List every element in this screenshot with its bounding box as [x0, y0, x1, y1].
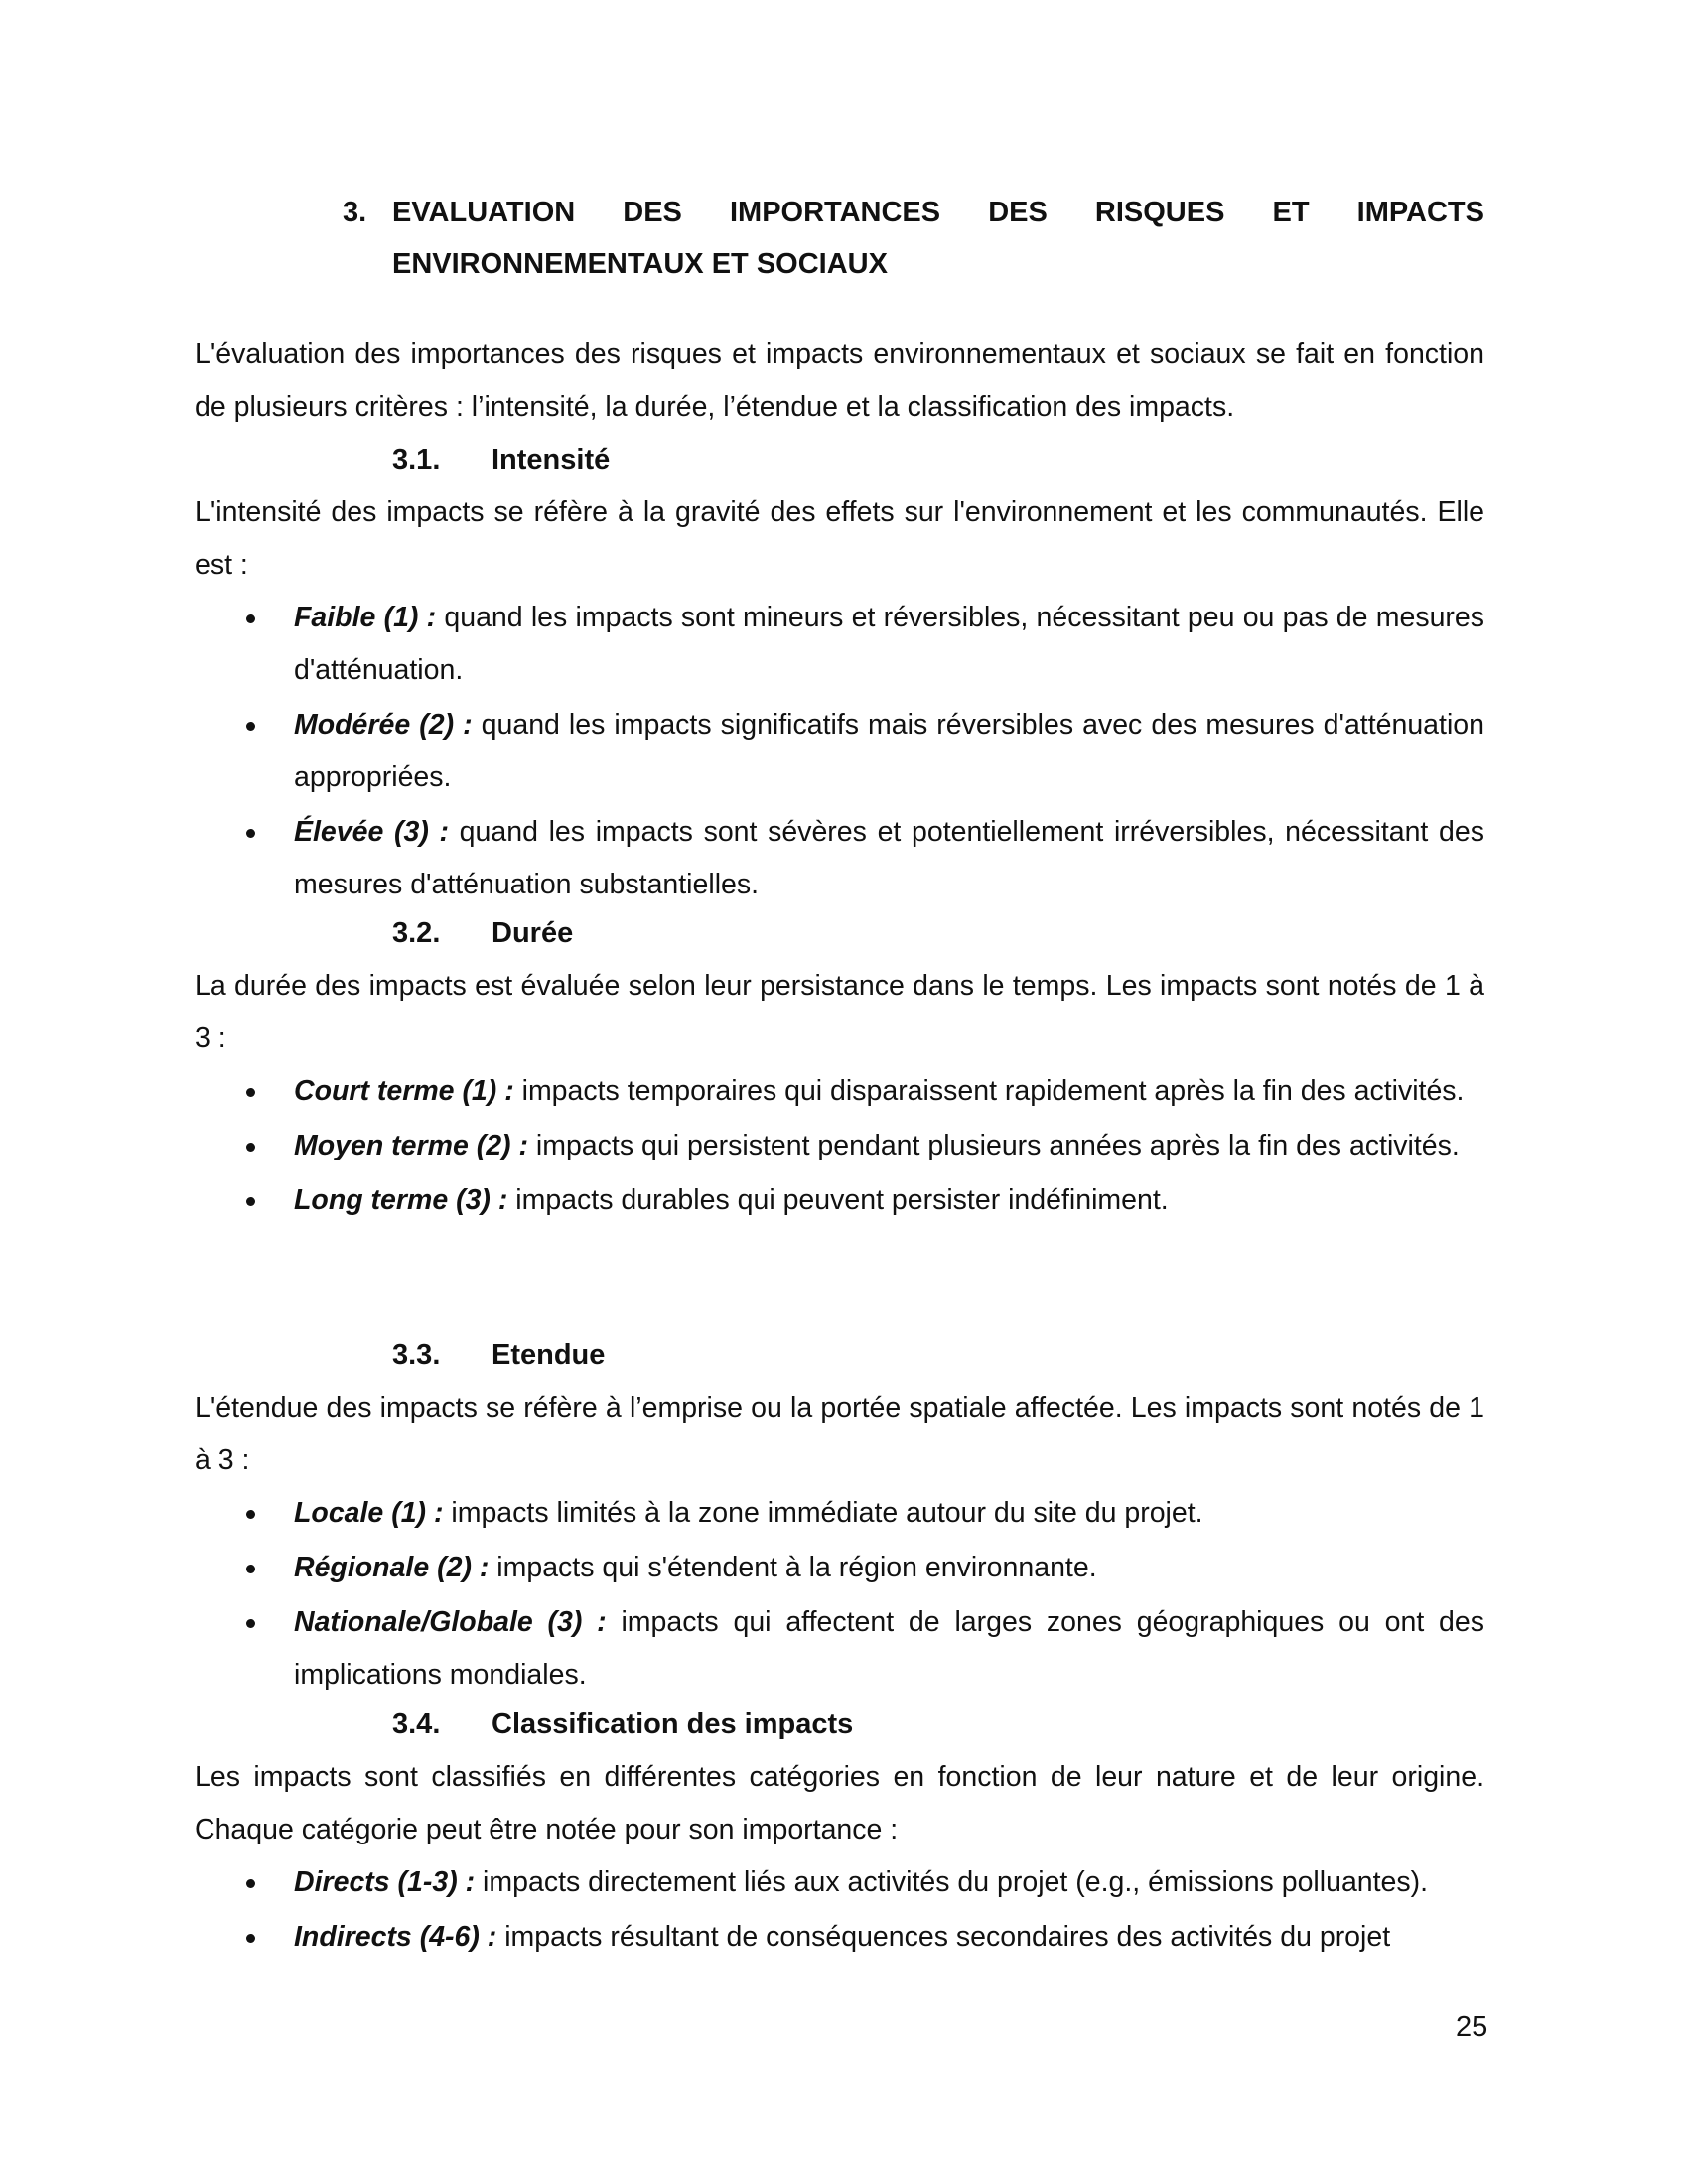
- list-item-term: Long terme (3) :: [294, 1184, 508, 1216]
- bullet-icon: [246, 722, 255, 731]
- section-text-intensite: L'intensité des impacts se réfère à la gravité des effets sur l'environnement et les communautés. Elle est :: [195, 496, 1484, 581]
- list-item: [195, 1856, 1484, 1909]
- list-item: [195, 1065, 1484, 1118]
- section-title: Etendue: [492, 1339, 606, 1371]
- bullet-icon: [246, 1197, 255, 1206]
- list-item-text: quand les impacts sont sévères et potentiellement irréversibles, nécessitant des mesures d'atténuation substantielles.: [294, 816, 1484, 900]
- list-item: [195, 1174, 1484, 1227]
- section-number: 3.3.: [392, 1339, 441, 1371]
- bullet-icon: [246, 1565, 255, 1573]
- list-item: [195, 1911, 1484, 1964]
- list-item-term: Nationale/Globale (3) :: [294, 1606, 607, 1638]
- list-item-term: Locale (1) :: [294, 1497, 444, 1529]
- bullet-icon: [246, 614, 255, 623]
- list-item: [195, 806, 1484, 911]
- list-item-term: Moyen terme (2) :: [294, 1130, 528, 1161]
- section-heading-etendue: [392, 1329, 605, 1382]
- list-item-text: impacts résultant de conséquences secondaires des activités du projet: [496, 1921, 1391, 1953]
- bullet-icon: [246, 1510, 255, 1519]
- list-item-text: impacts directement liés aux activités du projet (e.g., émissions polluantes).: [475, 1866, 1429, 1898]
- bullet-icon: [246, 829, 255, 838]
- list-item: [195, 1120, 1484, 1172]
- section-heading-duree: [392, 907, 573, 960]
- section-number: 3.4.: [392, 1708, 441, 1740]
- list-item-term: Modérée (2) :: [294, 709, 473, 741]
- list-item: [195, 1596, 1484, 1702]
- bullet-icon: [246, 1879, 255, 1888]
- intro-paragraph: L'évaluation des importances des risques et impacts environnementaux et sociaux se fait en fonction de plusieurs critères : l’intensité, la durée, l’étendue et la classification des impacts.: [195, 339, 1484, 423]
- list-item: [195, 1487, 1484, 1540]
- list-item-text: quand les impacts significatifs mais réversibles avec des mesures d'atténuation appropriées.: [294, 709, 1484, 793]
- list-item: [195, 699, 1484, 804]
- bullet-icon: [246, 1619, 255, 1628]
- list-item-text: impacts qui s'étendent à la région environnante.: [489, 1552, 1097, 1583]
- list-item-text: impacts durables qui peuvent persister indéfiniment.: [507, 1184, 1169, 1216]
- section-heading-intensite: [392, 434, 610, 486]
- section-number: 3.2.: [392, 917, 441, 949]
- page-number: 25: [1456, 2011, 1488, 2043]
- list-item-term: Court terme (1) :: [294, 1075, 514, 1107]
- heading-line-1: EVALUATION DES IMPORTANCES DES RISQUES ET IMPACTS: [392, 197, 1484, 228]
- section-title: Durée: [492, 917, 574, 949]
- list-item-text: impacts qui affectent de larges zones géographiques ou ont des implications mondiales.: [294, 1606, 1485, 1691]
- section-text-classification: Les impacts sont classifiés en différentes catégories en fonction de leur nature et de leur origine. Chaque catégorie peut être notée pour son importance :: [195, 1761, 1484, 1845]
- list-classification: [195, 1856, 1484, 1966]
- list-duree: [195, 1065, 1484, 1229]
- section-title: Intensité: [492, 444, 611, 476]
- list-item: [195, 592, 1484, 697]
- list-item: [195, 1542, 1484, 1594]
- list-item-text: impacts qui persistent pendant plusieurs années après la fin des activités.: [527, 1130, 1460, 1161]
- heading-number: 3.: [343, 197, 367, 228]
- list-item-text: quand les impacts sont mineurs et réversibles, nécessitant peu ou pas de mesures d'atténuation.: [294, 602, 1485, 686]
- bullet-icon: [246, 1143, 255, 1152]
- list-item-text: impacts temporaires qui disparaissent rapidement après la fin des activités.: [513, 1075, 1465, 1107]
- bullet-icon: [246, 1934, 255, 1943]
- list-item-term: Indirects (4-6) :: [294, 1921, 497, 1953]
- list-etendue: [195, 1487, 1484, 1704]
- list-item-term: Régionale (2) :: [294, 1552, 490, 1583]
- section-title: Classification des impacts: [492, 1708, 854, 1740]
- bullet-icon: [246, 1088, 255, 1097]
- list-item-term: Élevée (3) :: [294, 816, 449, 848]
- list-intensite: [195, 592, 1484, 913]
- section-text-etendue: L'étendue des impacts se réfère à l’emprise ou la portée spatiale affectée. Les impacts sont notés de 1 à 3 :: [195, 1392, 1484, 1476]
- section-text-duree: La durée des impacts est évaluée selon leur persistance dans le temps. Les impacts sont notés de 1 à 3 :: [195, 970, 1484, 1054]
- list-item-term: Faible (1) :: [294, 602, 437, 633]
- list-item-text: impacts limités à la zone immédiate autour du site du projet.: [443, 1497, 1203, 1529]
- list-item-term: Directs (1-3) :: [294, 1866, 476, 1898]
- section-number: 3.1.: [392, 444, 441, 476]
- heading-line-2: ENVIRONNEMENTAUX ET SOCIAUX: [392, 248, 888, 280]
- section-heading-classification: [392, 1699, 853, 1751]
